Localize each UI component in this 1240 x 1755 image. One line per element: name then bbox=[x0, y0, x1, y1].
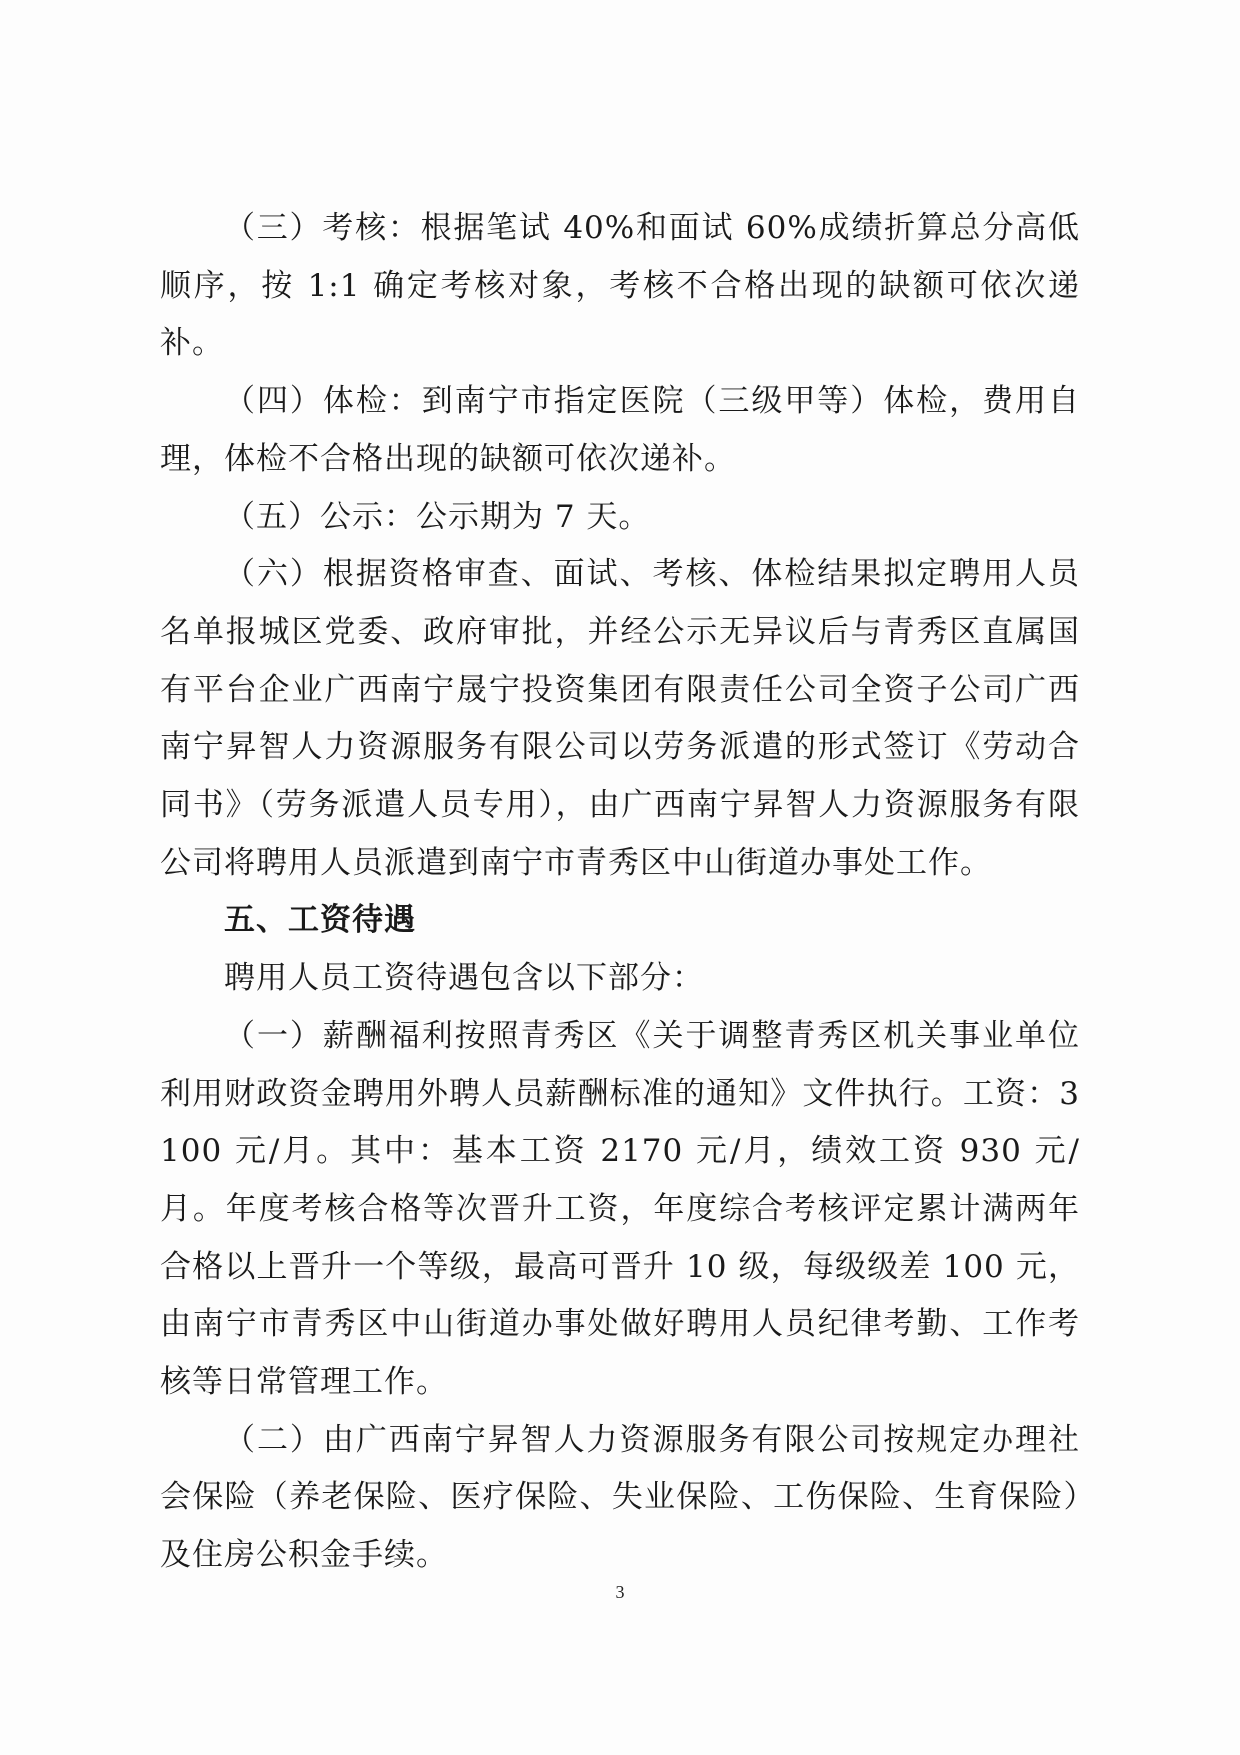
paragraph-hiring-approval: （六）根据资格审查、面试、考核、体检结果拟定聘用人员名单报城区党委、政府审批，并经公示无异议后与青秀区直属国有平台企业广西南宁晟宁投资集团有限责任公司全资子公司广西南宁昇智人力资源服务有限公司以劳务派遣的形式签订《劳动合同书》（劳务派遣人员专用），由广西南宁昇智人力资源服务有限公司将聘用人员派遣到南宁市青秀区中山街道办事处工作。 bbox=[160, 556, 1080, 881]
section-heading-salary: 五、工资待遇 bbox=[224, 902, 416, 939]
page-number: 3 bbox=[615, 1582, 625, 1602]
paragraph-publicity: （五）公示：公示期为 7 天。 bbox=[224, 498, 651, 535]
paragraph-salary-benefits: （一）薪酬福利按照青秀区《关于调整青秀区机关事业单位利用财政资金聘用外聘人员薪酬标准的通知》文件执行。工资：3100 元/月。其中：基本工资 2170 元/月，绩效工资 930 元/月。年度考核合格等次晋升工资，年度综合考核评定累计满两年合格以上晋升一个等级，最高可晋升 10 级，每级级差 100 元，由南宁市青秀区中山街道办事处做好聘用人员纪律考勤、工作考核等日常管理工作。 bbox=[160, 1017, 1080, 1401]
document-body bbox=[160, 200, 1080, 1585]
paragraph-assessment: （三）考核：根据笔试 40%和面试 60%成绩折算总分高低顺序，按 1:1 确定考核对象，考核不合格出现的缺额可依次递补。 bbox=[160, 210, 1080, 362]
paragraph-physical-exam: （四）体检：到南宁市指定医院（三级甲等）体检，费用自理，体检不合格出现的缺额可依次递补。 bbox=[160, 383, 1080, 477]
paragraph-salary-intro: 聘用人员工资待遇包含以下部分： bbox=[224, 960, 704, 997]
paragraph-social-insurance: （二）由广西南宁昇智人力资源服务有限公司按规定办理社会保险（养老保险、医疗保险、失业保险、工伤保险、生育保险）及住房公积金手续。 bbox=[160, 1421, 1080, 1574]
